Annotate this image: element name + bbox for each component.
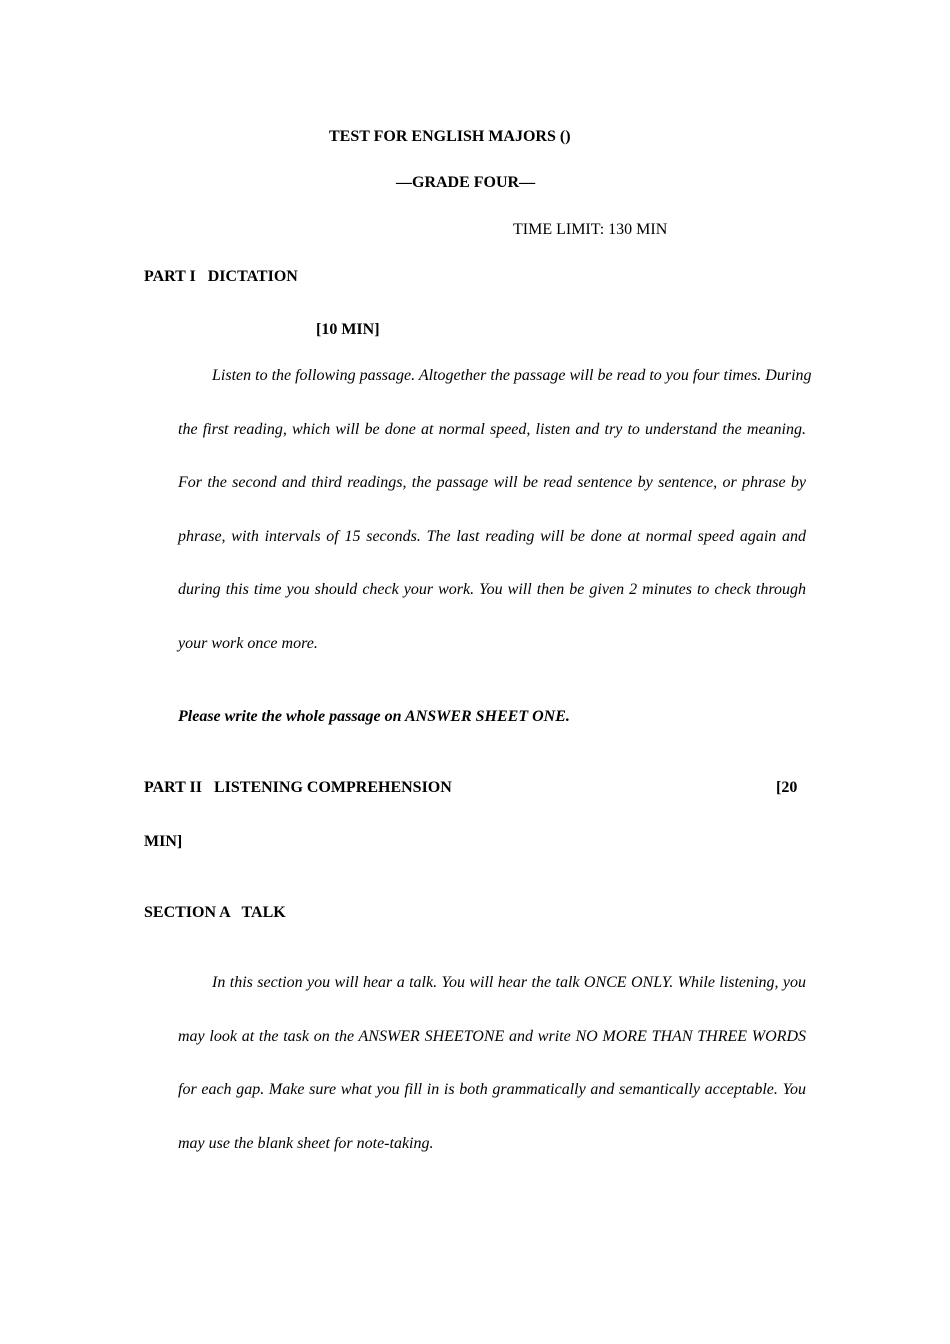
exam-grade: —GRADE FOUR— xyxy=(396,174,536,191)
instruction-line: phrase, with intervals of 15 seconds. The last reading will be done at normal speed again and xyxy=(178,527,806,545)
section-a-heading: SECTION A TALK xyxy=(144,904,286,921)
instruction-line: for each gap. Make sure what you fill in is both grammatically and semantically acceptable. You xyxy=(178,1081,806,1099)
instruction-line: your work once more. xyxy=(178,634,318,652)
instruction-line: the first reading, which will be done at normal speed, listen and try to understand the meaning. xyxy=(178,420,806,438)
part2-duration-start: [20 xyxy=(776,779,798,796)
instruction-line: In this section you will hear a talk. You will hear the talk ONCE ONLY. While listening, you xyxy=(212,974,806,991)
part2-duration-end: MIN] xyxy=(144,833,183,850)
instruction-line: may look at the task on the ANSWER SHEETONE and write NO MORE THAN THREE WORDS xyxy=(178,1027,806,1045)
part1-instructions xyxy=(144,349,812,671)
part1-heading: PART I DICTATION xyxy=(144,268,298,285)
instruction-line: may use the blank sheet for note-taking. xyxy=(178,1134,434,1152)
section-a-instructions xyxy=(144,956,806,1170)
part1-duration: [10 MIN] xyxy=(316,321,380,338)
time-limit: TIME LIMIT: 130 MIN xyxy=(513,221,668,238)
instruction-line: during this time you should check your work. You will then be given 2 minutes to check through xyxy=(178,581,806,599)
instruction-line: For the second and third readings, the passage will be read sentence by sentence, or phrase by xyxy=(178,474,806,492)
exam-title: TEST FOR ENGLISH MAJORS () xyxy=(329,128,571,145)
answer-sheet-notice: Please write the whole passage on ANSWER SHEET ONE. xyxy=(178,708,570,725)
instruction-line: Listen to the following passage. Altogether the passage will be read to you four times. During xyxy=(212,367,812,384)
part2-heading: PART II LISTENING COMPREHENSION xyxy=(144,779,452,796)
